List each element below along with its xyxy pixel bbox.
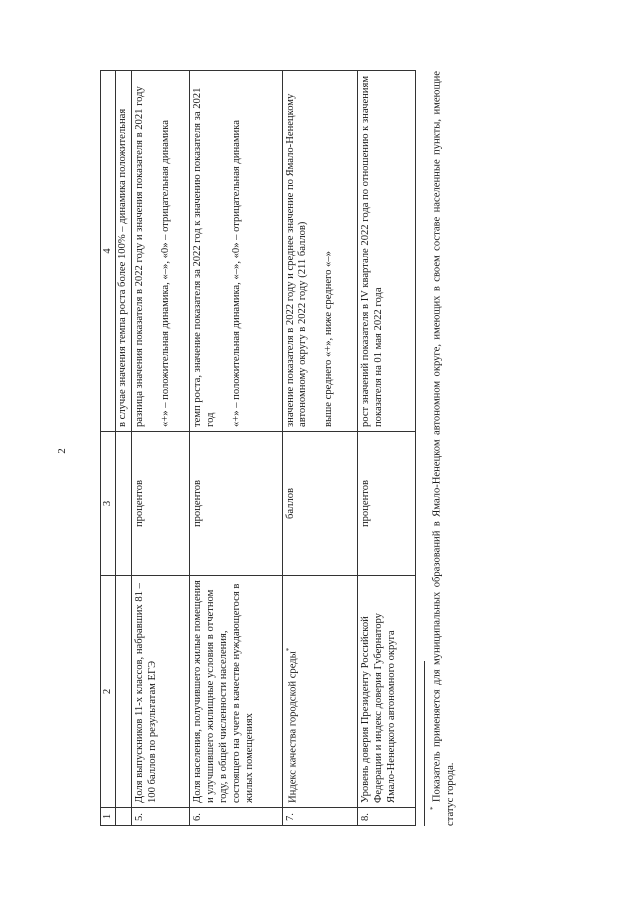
unit-cell: процентов <box>190 432 282 576</box>
row-number: 8. <box>357 808 415 826</box>
rotated-page-content <box>100 71 460 826</box>
column-header: 4 <box>101 71 116 432</box>
indicator-name: Доля выпускников 11-х классов, набравших 81 – 100 баллов по результатам ЕГЭ <box>131 576 189 808</box>
footnote-mark: * <box>284 647 293 652</box>
table-row <box>131 71 189 826</box>
criteria-cell <box>357 71 415 432</box>
footnote-text: Показатель применяется для муниципальных образований в Ямало-Ненецком автономном округе, имеющих в своем составе населенные пункты, имеющие статус города. <box>431 71 457 826</box>
criteria-text: «+» – положительная динамика, «–», «0» – отрицательная динамика <box>230 120 242 427</box>
indicator-name: Доля населения, получившего жилые помещения и улучшившего жилищные условия в отчетном году, в общей численности населения, состоящего на учете в качестве нуждающегося в жилых помещениях <box>190 576 282 808</box>
criteria-cell <box>190 71 282 432</box>
footnote <box>424 71 458 826</box>
criteria-text: выше среднего «+», ниже среднего «–» <box>323 251 335 427</box>
table-row <box>190 71 282 826</box>
unit-cell: процентов <box>357 432 415 576</box>
table-row <box>282 71 357 826</box>
continuation-row <box>116 71 132 826</box>
column-header: 2 <box>101 576 116 808</box>
criteria-text: темп роста, значение показателя за 2022 год к значению показателя за 2021 год <box>192 87 217 427</box>
unit-cell: баллов <box>282 432 357 576</box>
criteria-text: рост значений показателя в IV квартале 2022 года по отношению к значениям показателя на 01 мая 2022 года <box>359 75 384 427</box>
continuation-text: в случае значения темпа роста более 100% – динамика положительная <box>116 71 132 432</box>
criteria-text: разница значения показателя в 2022 году и значения показателя в 2021 году <box>133 86 145 427</box>
indicator-name-cell <box>282 576 357 808</box>
column-header: 3 <box>101 432 116 576</box>
indicators-table <box>100 70 416 826</box>
row-number: 7. <box>282 808 357 826</box>
table-row <box>357 71 415 826</box>
criteria-text: значение показателя в 2022 году и среднее значение по Ямало-Ненецкому автономному округу в 2022 году (211 баллов) <box>284 93 309 427</box>
footnote-mark: * <box>429 806 437 810</box>
indicator-name: Индекс качества городской среды <box>287 651 299 803</box>
column-header: 1 <box>101 808 116 826</box>
footnote-divider <box>424 661 425 826</box>
indicator-name: Уровень доверия Президенту Российской Федерации и индекс доверия Губернатору Ямало-Ненецкого автономного округа <box>357 576 415 808</box>
criteria-text: «+» – положительная динамика, «–», «0» – отрицательная динамика <box>159 120 171 427</box>
criteria-cell <box>282 71 357 432</box>
criteria-cell <box>131 71 189 432</box>
page-number: 2 <box>56 448 68 454</box>
row-number: 5. <box>131 808 189 826</box>
table-header-row <box>101 71 116 826</box>
row-number: 6. <box>190 808 282 826</box>
unit-cell: процентов <box>131 432 189 576</box>
